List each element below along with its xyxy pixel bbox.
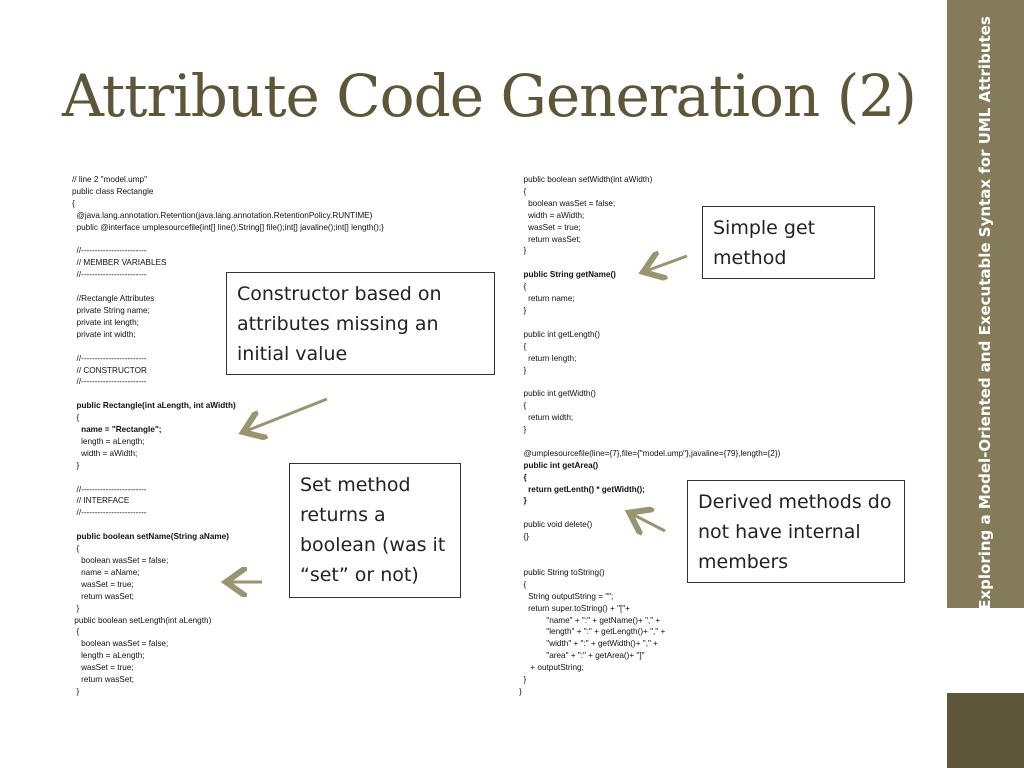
code-line: } [72, 460, 80, 470]
code-line: private int length; [72, 317, 139, 327]
code-line: // CONSTRUCTOR [72, 365, 147, 375]
code-line: // line 2 "model.ump" [72, 175, 147, 184]
code-line: width = aWidth; [519, 210, 585, 220]
code-line: public int getArea() [519, 460, 599, 470]
code-line: public int getWidth() [519, 389, 596, 399]
code-line: {} [519, 532, 530, 542]
code-line: return length; [519, 353, 577, 363]
code-line: private String name; [72, 305, 150, 315]
code-line: String outputString = ""; [519, 591, 614, 601]
sidebar-title-text: Exploring a Model-Oriented and Executable Syntax for UML Attributes [976, 15, 995, 610]
code-line: { [72, 627, 80, 637]
code-line: //------------------------ [72, 508, 147, 518]
code-line: @java.lang.annotation.Retention(java.lang.annotation.RetentionPolicy.RUNTIME) [72, 210, 373, 220]
code-line: @umplesourcefile(line={7},file={"model.ump"},javaline={79},length={2}) [519, 448, 781, 458]
code-line: } [519, 305, 527, 315]
code-line: { [72, 413, 80, 423]
code-line: } [519, 675, 527, 685]
code-line: } [72, 603, 80, 613]
code-line: return wasSet; [72, 591, 134, 601]
code-line: public boolean setWidth(int aWidth) [519, 175, 653, 184]
callout-derived: Derived methods do not have internal members [687, 480, 905, 583]
code-line: public @interface umplesourcefile{int[] line();String[] file();int[] javaline();int[] length();} [72, 222, 384, 232]
code-line: //Rectangle Attributes [72, 294, 155, 304]
code-line: } [519, 425, 527, 435]
code-line: //------------------------ [72, 270, 147, 280]
code-line: } [519, 686, 522, 696]
code-line: } [519, 246, 527, 256]
code-line: wasSet = true; [519, 222, 581, 232]
code-line: width = aWidth; [72, 448, 138, 458]
code-line: { [72, 544, 80, 554]
code-line: // INTERFACE [72, 496, 130, 506]
code-line: wasSet = true; [72, 663, 134, 673]
code-line: { [519, 401, 527, 411]
code-line: name = aName; [72, 567, 140, 577]
code-line: { [519, 341, 527, 351]
code-line: { [519, 472, 527, 482]
code-line: "length" + ":" + getLength()+ "," + [519, 627, 666, 637]
code-line: //------------------------ [72, 353, 147, 363]
code-line: } [519, 496, 527, 506]
callout-constructor: Constructor based on attributes missing an initial value [226, 272, 495, 375]
code-line: { [519, 186, 527, 196]
code-line: //------------------------ [72, 246, 147, 256]
code-line: name = "Rectangle"; [72, 425, 162, 435]
code-line: public boolean setLength(int aLength) [72, 615, 212, 625]
code-line: public Rectangle(int aLength, int aWidth) [72, 401, 236, 411]
code-line: } [72, 686, 80, 696]
code-line: return wasSet; [519, 234, 581, 244]
code-line: public int getLength() [519, 329, 601, 339]
code-line: public String toString() [519, 567, 605, 577]
code-line: return width; [519, 413, 574, 423]
code-line: length = aLength; [72, 651, 145, 661]
code-line: return super.toString() + "["+ [519, 603, 630, 613]
code-line: public boolean setName(String aName) [72, 532, 229, 542]
arrow-to-getarea [632, 514, 665, 531]
code-line: public void delete() [519, 520, 593, 530]
code-line: boolean wasSet = false; [519, 198, 616, 208]
code-line: boolean wasSet = false; [72, 639, 169, 649]
code-line: boolean wasSet = false; [72, 556, 169, 565]
code-line: "area" + ":" + getArea()+ "]" [519, 651, 645, 661]
code-line: return getLenth() * getWidth(); [519, 484, 645, 494]
code-line: + outputString; [519, 663, 584, 673]
code-line: "width" + ":" + getWidth()+ "," + [519, 639, 658, 649]
code-line: public class Rectangle [72, 186, 154, 196]
callout-simple-get: Simple get method [702, 206, 875, 279]
arrow-to-getname [646, 256, 687, 271]
code-line: wasSet = true; [72, 579, 134, 589]
arrow-to-constructor [246, 399, 327, 431]
code-line: "name" + ":" + getName()+ "," + [519, 615, 661, 625]
code-line: //------------------------ [72, 484, 147, 494]
code-line: return name; [519, 294, 575, 304]
code-line: } [519, 365, 527, 375]
code-line: { [72, 198, 75, 208]
code-line: // MEMBER VARIABLES [72, 258, 167, 268]
code-line: public String getName() [519, 270, 616, 280]
code-line: { [519, 282, 527, 292]
code-line: length = aLength; [72, 436, 145, 446]
code-line: //------------------------ [72, 377, 147, 387]
callout-set-method: Set method returns a boolean (was it “set” or not) [289, 463, 461, 598]
slide-title: Attribute Code Generation (2) [62, 62, 916, 130]
page-number: 25 [974, 642, 1000, 666]
code-line: return wasSet; [72, 675, 134, 685]
code-line: private int width; [72, 329, 136, 339]
code-line: { [519, 579, 527, 589]
